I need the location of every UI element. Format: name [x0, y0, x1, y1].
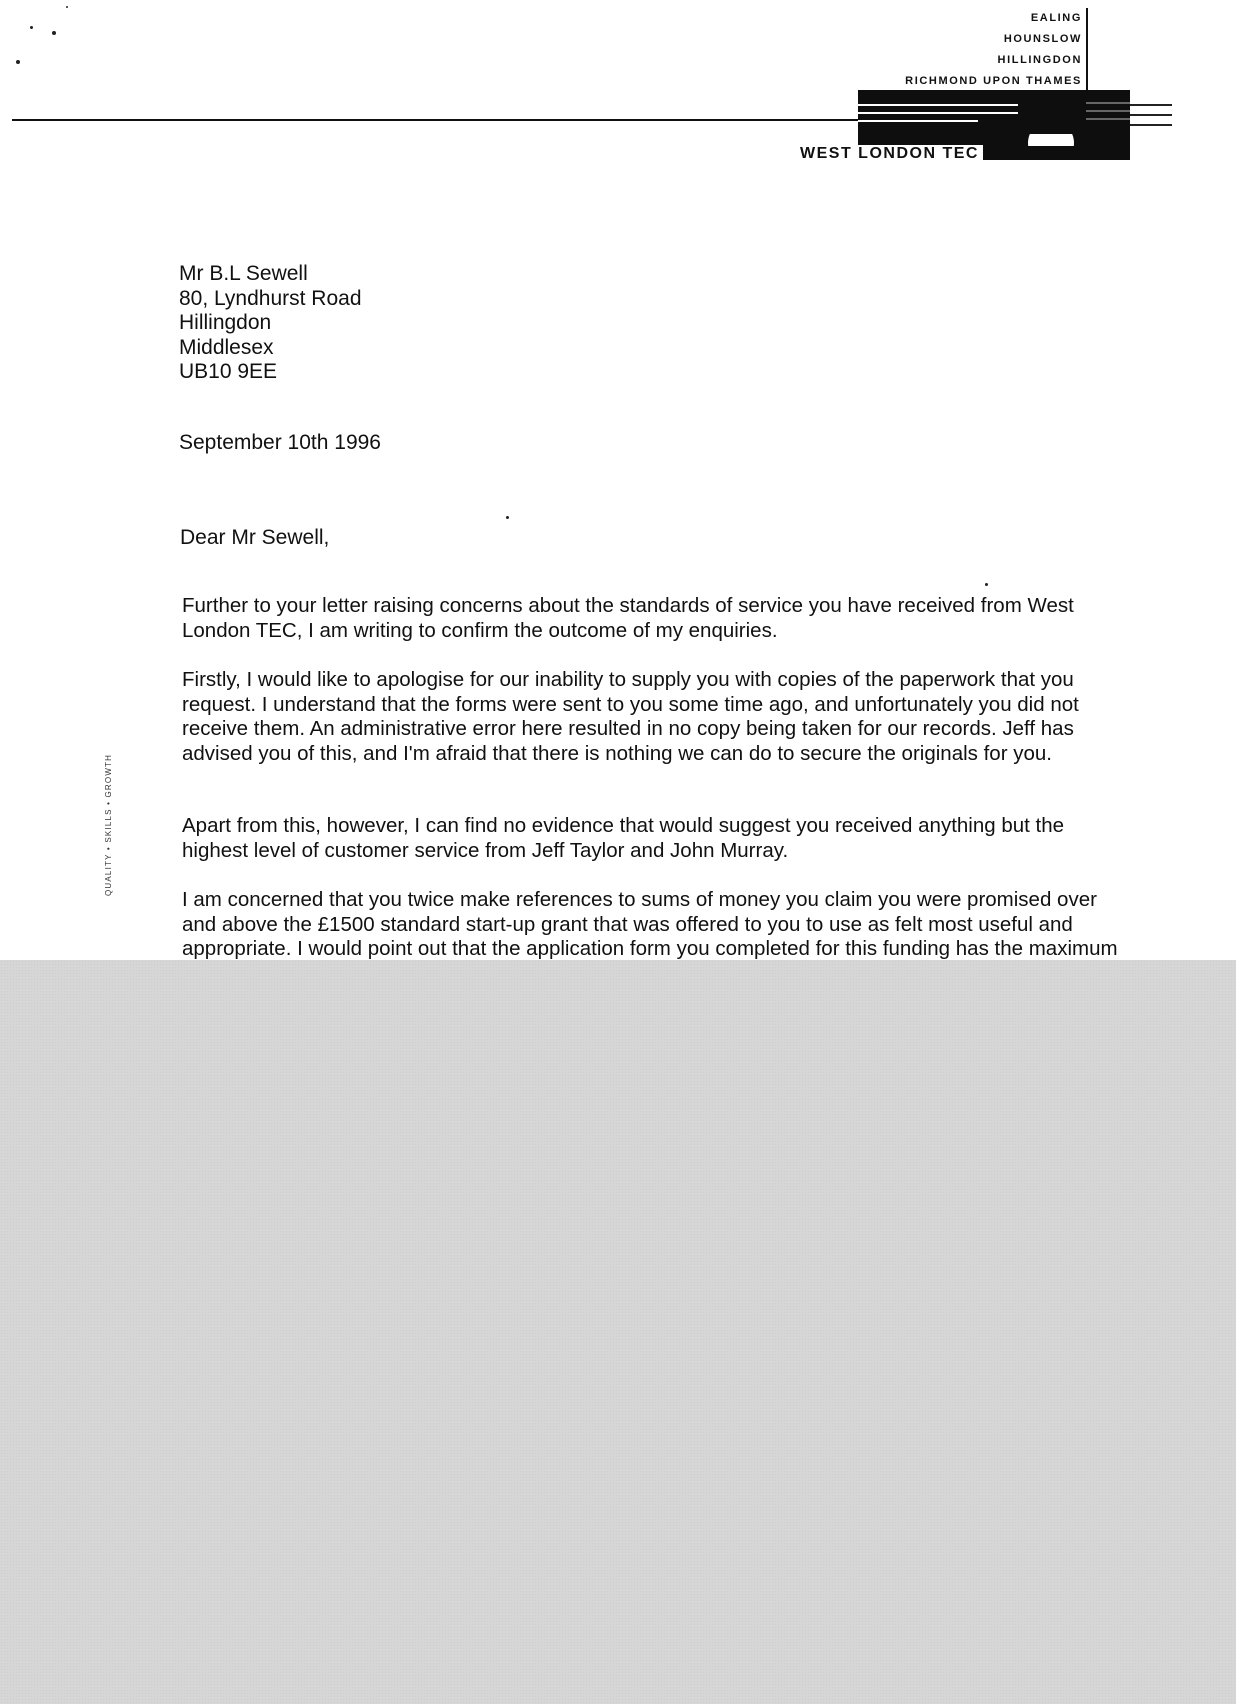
logo-tab [980, 146, 1130, 160]
letter-date: September 10th 1996 [179, 431, 381, 454]
side-slogan: QUALITY • SKILLS • GROWTH [104, 753, 113, 897]
borough-divider [1086, 8, 1088, 92]
body-paragraph: Apart from this, however, I can find no evidence that would suggest you received anything but the highest level of customer service from Jeff Taylor and John Murray. [182, 814, 1065, 862]
scan-speck [52, 31, 56, 35]
organisation-name: WEST LONDON TEC [800, 145, 983, 163]
body-paragraph: Firstly, I would like to apologise for our inability to supply you with copies of the paperwork that you request. I understand that the forms were sent to you some time ago, and unfortunately you did not receive them. An administrative error here resulted in no copy being taken for our records. Jeff has advised you of this, and I'm afraid that there is nothing we can do to secure the originals for you. [182, 668, 1079, 765]
body-paragraph: Further to your letter raising concerns about the standards of service you have received from West London TEC, I am writing to confirm the outcome of my enquiries. [182, 594, 1074, 642]
address-line: 80, Lyndhurst Road [179, 286, 362, 310]
borough-name: EALING [1030, 12, 1082, 24]
scan-speck [66, 6, 68, 8]
borough-name: RICHMOND UPON THAMES [905, 75, 1082, 87]
scan-speck [506, 516, 509, 519]
unscanned-area [0, 960, 1236, 1704]
letterhead-rule [12, 119, 858, 121]
address-line: UB10 9EE [179, 360, 278, 383]
address-line: Hillingdon [179, 311, 272, 334]
scan-speck [30, 26, 33, 29]
borough-name: HILLINGDON [997, 54, 1082, 66]
address-line: Mr B.L Sewell [179, 262, 308, 285]
body-paragraph: I am concerned that you twice make references to sums of money you claim you were promised over and above the £1500 standard start-up grant that was offered to you to use as felt most useful and appropriate. I would point out that the application form you completed for this funding has the maximum [182, 888, 1118, 960]
logo-lines [1130, 104, 1172, 134]
salutation: Dear Mr Sewell, [180, 526, 330, 549]
scan-speck [985, 583, 988, 586]
recipient-address [179, 262, 362, 385]
scan-speck [16, 60, 20, 64]
borough-list [905, 8, 1082, 92]
borough-name: HOUNSLOW [1003, 33, 1082, 45]
address-line: Middlesex [179, 335, 274, 359]
